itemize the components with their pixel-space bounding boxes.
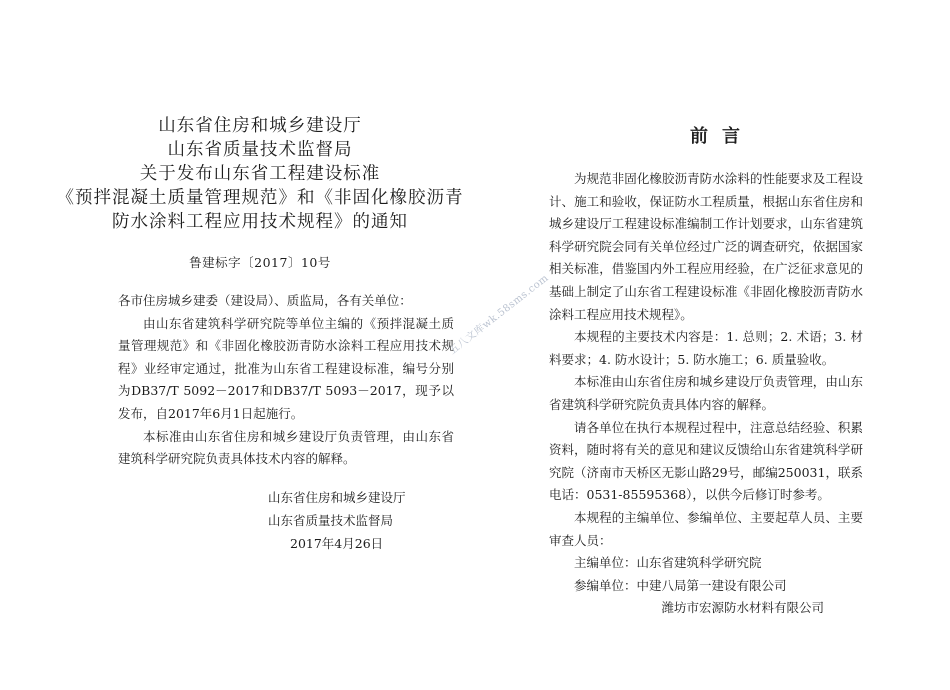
title-line-2: 山东省质量技术监督局 — [167, 140, 353, 160]
signatory-2: 山东省质量技术监督局 — [268, 513, 394, 528]
title-line-1: 山东省住房和城乡建设厅 — [158, 116, 362, 136]
preface-title: 前言 — [690, 126, 754, 147]
signature-block — [268, 486, 448, 555]
preface-paragraph-4: 请各单位在执行本规程过程中，注意总结经验、积累资料，随时将有关的意见和建议反馈给山东省建筑科学研究院（济南市天桥区无影山路29号，邮编250031，联系电话：0531-85595368），以供今后修订时参考。 — [549, 419, 863, 503]
right-page — [475, 0, 950, 690]
preface-paragraph-1: 为规范非固化橡胶沥青防水涂料的性能要求及工程设计、施工和验收，保证防水工程质量，根据山东省住房和城乡建设厅工程建设标准编制工作计划要求，山东省建筑科学研究院会同有关单位经过广泛的调查研究，依据国家相关标准，借鉴国内外工程应用经验，在广泛征求意见的基础上制定了山东省工程建设标准《非固化橡胶沥青防水涂料工程应用技术规程》。 — [549, 171, 863, 322]
watermark: 五八文库wk.58sms.com — [447, 272, 551, 357]
chief-editor-unit: 主编单位：山东省建筑科学研究院 — [574, 555, 762, 571]
notice-paragraph-1: 由山东省建筑科学研究院等单位主编的《预拌混凝土质量管理规范》和《非固化橡胶沥青防水涂料工程应用技术规程》业经审定通过，批准为山东省工程建设标准，编号分别为DB37/T 5092－2017和DB37/T 5093－2017，现予以发布，自2017年6月1日起施行。 — [118, 315, 454, 421]
participating-unit-1: 参编单位：中建八局第一建设有限公司 — [574, 577, 787, 593]
document-number: 鲁建标字〔2017〕10号 — [189, 255, 331, 270]
preface-paragraph-2: 本规程的主要技术内容是：1. 总则；2. 术语；3. 材料要求；4. 防水设计；5. 防水施工；6. 质量验收。 — [549, 329, 863, 367]
title-line-4: 《预拌混凝土质量管理规范》和《非固化橡胶沥青 — [56, 188, 464, 208]
preface-body — [549, 168, 863, 620]
participating-unit-2: 潍坊市宏源防水材料有限公司 — [661, 600, 825, 616]
notice-paragraph-2: 本标准由山东省住房和城乡建设厅负责管理，由山东省建筑科学研究院负责具体技术内容的解释。 — [118, 428, 454, 467]
preface-paragraph-5: 本规程的主编单位、参编单位、主要起草人员、主要审查人员： — [549, 509, 863, 548]
issue-date: 2017年4月26日 — [290, 536, 384, 551]
preface-paragraph-3: 本标准由山东省住房和城乡建设厅负责管理，由山东省建筑科学研究院负责具体内容的解释。 — [549, 374, 863, 412]
salutation: 各市住房城乡建委（建设局）、质监局，各有关单位： — [118, 293, 412, 308]
title-line-3: 关于发布山东省工程建设标准 — [139, 164, 381, 184]
notice-body — [118, 290, 454, 471]
notice-title — [0, 114, 520, 234]
signatory-1: 山东省住房和城乡建设厅 — [268, 490, 406, 505]
title-line-5: 防水涂料工程应用技术规程》的通知 — [112, 212, 408, 232]
